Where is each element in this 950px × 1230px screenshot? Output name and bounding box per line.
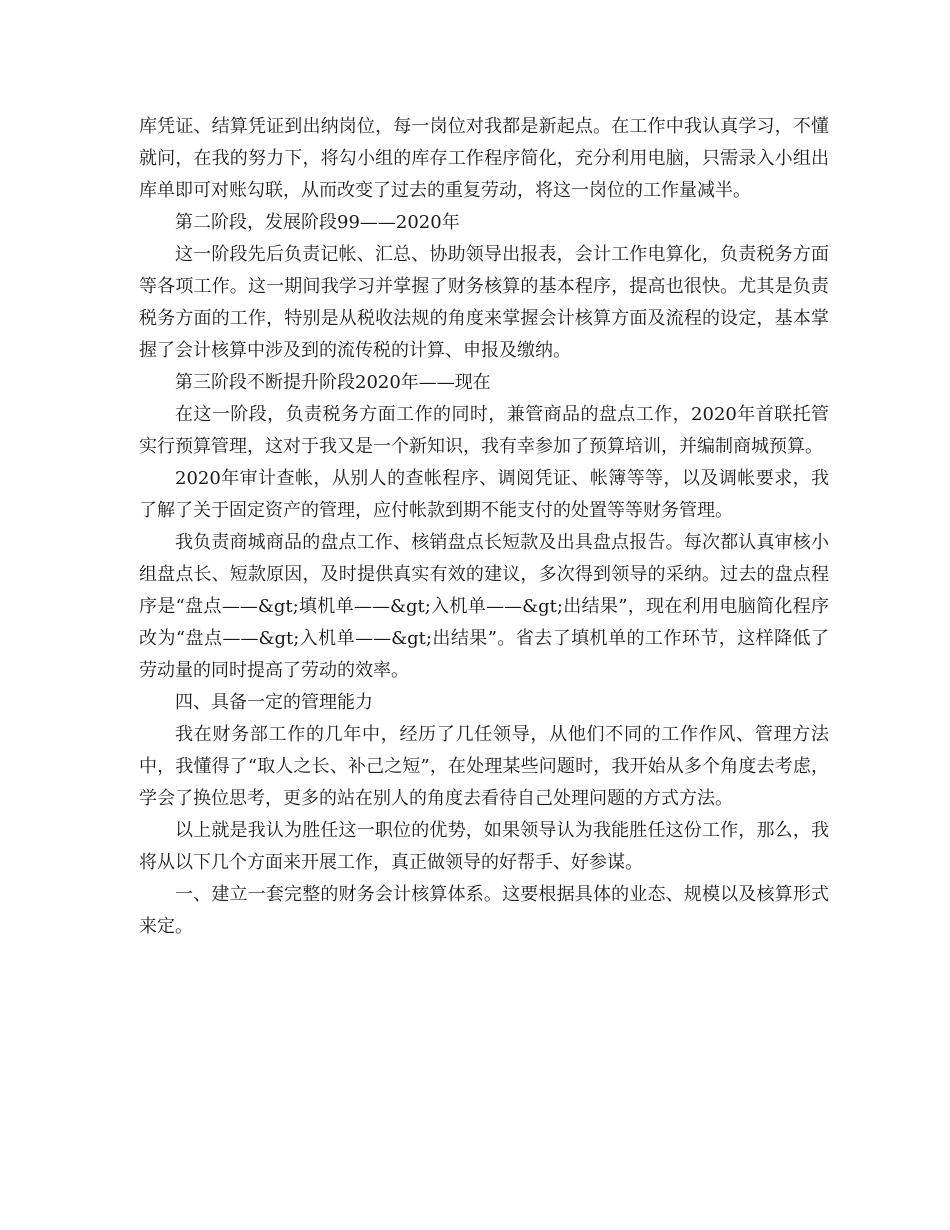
- section-heading-stage-three: 第三阶段不断提升阶段2020年——现在: [175, 372, 491, 393]
- document-body: [139, 111, 829, 943]
- paragraph: 我负责商城商品的盘点工作、核销盘点长短款及出具盘点报告。每次都认真审核小组盘点长、短款原因，及时提供真实有效的建议，多次得到领导的采纳。过去的盘点程序是“盘点——&gt;填机单——&gt;入机单——&gt;出结果”，现在利用电脑简化程序改为“盘点——&gt;入机单——&gt;出结果”。省去了填机单的工作环节，这样降低了劳动量的同时提高了劳动的效率。: [139, 532, 829, 681]
- paragraph: 我在财务部工作的几年中，经历了几任领导，从他们不同的工作作风、管理方法中，我懂得了“取人之长、补己之短”，在处理某些问题时，我开始从多个角度去考虑，学会了换位思考，更多的站在别人的角度去看待自己处理问题的方式方法。: [139, 724, 829, 809]
- paragraph: 一、建立一套完整的财务会计核算体系。这要根据具体的业态、规模以及核算形式来定。: [139, 884, 829, 937]
- section-heading-stage-two: 第二阶段，发展阶段99——2020年: [175, 212, 460, 233]
- paragraph-continuation: 库凭证、结算凭证到出纳岗位，每一岗位对我都是新起点。在工作中我认真学习，不懂就问，在我的努力下，将勾小组的库存工作程序简化，充分利用电脑，只需录入小组出库单即可对账勾联，从而改变了过去的重复劳动，将这一岗位的工作量减半。: [139, 116, 829, 201]
- paragraph: 这一阶段先后负责记帐、汇总、协助领导出报表，会计工作电算化，负责税务方面等各项工作。这一期间我学习并掌握了财务核算的基本程序，提高也很快。尤其是负责税务方面的工作，特别是从税收法规的角度来掌握会计核算方面及流程的设定，基本掌握了会计核算中涉及到的流传税的计算、申报及缴纳。: [139, 244, 829, 361]
- paragraph: 以上就是我认为胜任这一职位的优势，如果领导认为我能胜任这份工作，那么，我将从以下几个方面来开展工作，真正做领导的好帮手、好参谋。: [139, 820, 829, 873]
- paragraph: 在这一阶段，负责税务方面工作的同时，兼管商品的盘点工作，2020年首联托管实行预算管理，这对于我又是一个新知识，我有幸参加了预算培训，并编制商城预算。: [139, 404, 829, 457]
- section-heading-management: 四、具备一定的管理能力: [175, 692, 373, 713]
- paragraph: 2020年审计查帐，从别人的查帐程序、调阅凭证、帐簿等等，以及调帐要求，我了解了关于固定资产的管理，应付帐款到期不能支付的处置等等财务管理。: [139, 468, 829, 521]
